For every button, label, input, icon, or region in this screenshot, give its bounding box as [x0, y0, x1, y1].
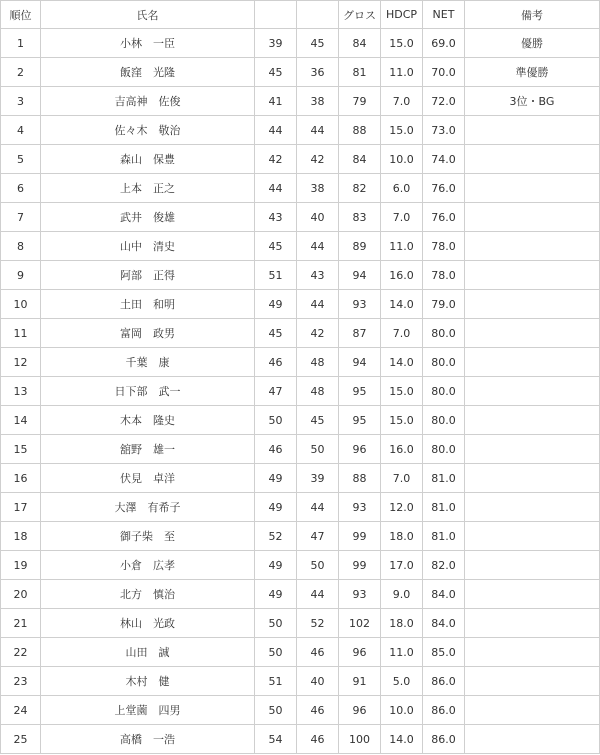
net-cell: 80.0: [423, 319, 465, 348]
hdcp-cell: 11.0: [381, 232, 423, 261]
rank-cell: 2: [1, 58, 41, 87]
hdcp-cell: 7.0: [381, 464, 423, 493]
hdcp-cell: 11.0: [381, 638, 423, 667]
hdcp-cell: 7.0: [381, 319, 423, 348]
out-score-cell: 49: [255, 493, 297, 522]
table-header: [1, 1, 600, 29]
net-cell: 81.0: [423, 464, 465, 493]
name-cell: 阿部 正得: [41, 261, 255, 290]
gross-cell: 89: [339, 232, 381, 261]
net-cell: 82.0: [423, 551, 465, 580]
in-score-cell: 48: [297, 377, 339, 406]
out-score-cell: 51: [255, 667, 297, 696]
gross-cell: 81: [339, 58, 381, 87]
gross-cell: 100: [339, 725, 381, 754]
rank-cell: 20: [1, 580, 41, 609]
net-cell: 79.0: [423, 290, 465, 319]
in-score-cell: 42: [297, 145, 339, 174]
rank-cell: 15: [1, 435, 41, 464]
out-score-cell: 50: [255, 638, 297, 667]
name-cell: 木本 隆史: [41, 406, 255, 435]
gross-cell: 96: [339, 435, 381, 464]
hdcp-cell: 9.0: [381, 580, 423, 609]
gross-cell: 84: [339, 145, 381, 174]
table-row: [1, 203, 600, 232]
out-score-cell: 50: [255, 406, 297, 435]
out-score-cell: 49: [255, 290, 297, 319]
out-score-cell: 50: [255, 609, 297, 638]
net-cell: 84.0: [423, 609, 465, 638]
out-score-cell: 49: [255, 551, 297, 580]
rank-cell: 6: [1, 174, 41, 203]
header-in: [297, 1, 339, 29]
header-hdcp: HDCP: [381, 1, 423, 29]
remarks-cell: [465, 116, 600, 145]
in-score-cell: 48: [297, 348, 339, 377]
gross-cell: 94: [339, 348, 381, 377]
rank-cell: 8: [1, 232, 41, 261]
remarks-cell: [465, 551, 600, 580]
table-row: [1, 609, 600, 638]
gross-cell: 95: [339, 406, 381, 435]
hdcp-cell: 10.0: [381, 696, 423, 725]
out-score-cell: 44: [255, 116, 297, 145]
rank-cell: 25: [1, 725, 41, 754]
remarks-cell: 3位・BG: [465, 87, 600, 116]
in-score-cell: 45: [297, 29, 339, 58]
hdcp-cell: 7.0: [381, 203, 423, 232]
name-cell: 武井 俊雄: [41, 203, 255, 232]
table-row: [1, 87, 600, 116]
gross-cell: 88: [339, 464, 381, 493]
out-score-cell: 45: [255, 58, 297, 87]
hdcp-cell: 7.0: [381, 87, 423, 116]
hdcp-cell: 5.0: [381, 667, 423, 696]
in-score-cell: 38: [297, 87, 339, 116]
out-score-cell: 44: [255, 174, 297, 203]
net-cell: 81.0: [423, 493, 465, 522]
out-score-cell: 42: [255, 145, 297, 174]
name-cell: 上本 正之: [41, 174, 255, 203]
net-cell: 78.0: [423, 232, 465, 261]
remarks-cell: [465, 261, 600, 290]
name-cell: 森山 保豊: [41, 145, 255, 174]
out-score-cell: 49: [255, 580, 297, 609]
gross-cell: 88: [339, 116, 381, 145]
net-cell: 72.0: [423, 87, 465, 116]
rank-cell: 4: [1, 116, 41, 145]
table-row: [1, 696, 600, 725]
net-cell: 80.0: [423, 435, 465, 464]
in-score-cell: 36: [297, 58, 339, 87]
remarks-cell: [465, 203, 600, 232]
remarks-cell: [465, 348, 600, 377]
gross-cell: 96: [339, 696, 381, 725]
table-row: [1, 464, 600, 493]
hdcp-cell: 16.0: [381, 435, 423, 464]
in-score-cell: 42: [297, 319, 339, 348]
out-score-cell: 46: [255, 435, 297, 464]
rank-cell: 21: [1, 609, 41, 638]
rank-cell: 11: [1, 319, 41, 348]
rank-cell: 3: [1, 87, 41, 116]
table-row: [1, 261, 600, 290]
rank-cell: 22: [1, 638, 41, 667]
table-row: [1, 290, 600, 319]
table-row: [1, 232, 600, 261]
gross-cell: 82: [339, 174, 381, 203]
remarks-cell: [465, 580, 600, 609]
name-cell: 山中 清史: [41, 232, 255, 261]
name-cell: 高橋 一浩: [41, 725, 255, 754]
rank-cell: 19: [1, 551, 41, 580]
remarks-cell: [465, 638, 600, 667]
net-cell: 70.0: [423, 58, 465, 87]
out-score-cell: 41: [255, 87, 297, 116]
table-row: [1, 551, 600, 580]
net-cell: 86.0: [423, 696, 465, 725]
in-score-cell: 50: [297, 435, 339, 464]
name-cell: 富岡 政男: [41, 319, 255, 348]
in-score-cell: 39: [297, 464, 339, 493]
net-cell: 76.0: [423, 203, 465, 232]
table-row: [1, 493, 600, 522]
name-cell: 北方 慎治: [41, 580, 255, 609]
in-score-cell: 46: [297, 696, 339, 725]
name-cell: 佐々木 敬治: [41, 116, 255, 145]
header-remarks: 備考: [465, 1, 600, 29]
remarks-cell: 準優勝: [465, 58, 600, 87]
rank-cell: 12: [1, 348, 41, 377]
in-score-cell: 44: [297, 493, 339, 522]
hdcp-cell: 15.0: [381, 406, 423, 435]
hdcp-cell: 14.0: [381, 348, 423, 377]
hdcp-cell: 18.0: [381, 609, 423, 638]
table-row: [1, 116, 600, 145]
rank-cell: 10: [1, 290, 41, 319]
table-row: [1, 638, 600, 667]
net-cell: 80.0: [423, 406, 465, 435]
hdcp-cell: 16.0: [381, 261, 423, 290]
net-cell: 69.0: [423, 29, 465, 58]
gross-cell: 94: [339, 261, 381, 290]
header-name: 氏名: [41, 1, 255, 29]
name-cell: 林山 光政: [41, 609, 255, 638]
hdcp-cell: 14.0: [381, 290, 423, 319]
hdcp-cell: 15.0: [381, 377, 423, 406]
table-row: [1, 174, 600, 203]
rank-cell: 23: [1, 667, 41, 696]
out-score-cell: 54: [255, 725, 297, 754]
gross-cell: 93: [339, 493, 381, 522]
out-score-cell: 47: [255, 377, 297, 406]
rank-cell: 24: [1, 696, 41, 725]
name-cell: 千葉 康: [41, 348, 255, 377]
net-cell: 73.0: [423, 116, 465, 145]
gross-cell: 91: [339, 667, 381, 696]
in-score-cell: 50: [297, 551, 339, 580]
net-cell: 80.0: [423, 348, 465, 377]
hdcp-cell: 14.0: [381, 725, 423, 754]
header-row: [1, 1, 600, 29]
net-cell: 84.0: [423, 580, 465, 609]
remarks-cell: [465, 435, 600, 464]
in-score-cell: 44: [297, 232, 339, 261]
in-score-cell: 43: [297, 261, 339, 290]
in-score-cell: 44: [297, 290, 339, 319]
name-cell: 伏見 卓洋: [41, 464, 255, 493]
remarks-cell: [465, 406, 600, 435]
table-row: [1, 319, 600, 348]
header-gross: グロス: [339, 1, 381, 29]
remarks-cell: [465, 290, 600, 319]
net-cell: 86.0: [423, 725, 465, 754]
table-row: [1, 377, 600, 406]
name-cell: 日下部 武一: [41, 377, 255, 406]
in-score-cell: 44: [297, 580, 339, 609]
name-cell: 小倉 広孝: [41, 551, 255, 580]
rank-cell: 1: [1, 29, 41, 58]
remarks-cell: 優勝: [465, 29, 600, 58]
header-net: NET: [423, 1, 465, 29]
table-row: [1, 29, 600, 58]
gross-cell: 99: [339, 522, 381, 551]
remarks-cell: [465, 696, 600, 725]
rank-cell: 7: [1, 203, 41, 232]
gross-cell: 84: [339, 29, 381, 58]
remarks-cell: [465, 609, 600, 638]
table-row: [1, 435, 600, 464]
remarks-cell: [465, 319, 600, 348]
table-row: [1, 145, 600, 174]
in-score-cell: 45: [297, 406, 339, 435]
gross-cell: 79: [339, 87, 381, 116]
rank-cell: 5: [1, 145, 41, 174]
rank-cell: 16: [1, 464, 41, 493]
in-score-cell: 52: [297, 609, 339, 638]
in-score-cell: 38: [297, 174, 339, 203]
net-cell: 74.0: [423, 145, 465, 174]
table-row: [1, 667, 600, 696]
net-cell: 81.0: [423, 522, 465, 551]
gross-cell: 95: [339, 377, 381, 406]
rank-cell: 18: [1, 522, 41, 551]
remarks-cell: [465, 174, 600, 203]
name-cell: 木村 健: [41, 667, 255, 696]
in-score-cell: 40: [297, 667, 339, 696]
table-row: [1, 406, 600, 435]
gross-cell: 87: [339, 319, 381, 348]
table-row: [1, 522, 600, 551]
out-score-cell: 52: [255, 522, 297, 551]
name-cell: 小林 一臣: [41, 29, 255, 58]
out-score-cell: 45: [255, 232, 297, 261]
in-score-cell: 47: [297, 522, 339, 551]
table-row: [1, 580, 600, 609]
hdcp-cell: 15.0: [381, 116, 423, 145]
remarks-cell: [465, 725, 600, 754]
name-cell: 舘野 雄一: [41, 435, 255, 464]
remarks-cell: [465, 464, 600, 493]
gross-cell: 93: [339, 580, 381, 609]
table-row: [1, 58, 600, 87]
name-cell: 土田 和明: [41, 290, 255, 319]
out-score-cell: 39: [255, 29, 297, 58]
hdcp-cell: 17.0: [381, 551, 423, 580]
net-cell: 80.0: [423, 377, 465, 406]
gross-cell: 99: [339, 551, 381, 580]
rank-cell: 13: [1, 377, 41, 406]
in-score-cell: 44: [297, 116, 339, 145]
name-cell: 吉高神 佐俊: [41, 87, 255, 116]
out-score-cell: 45: [255, 319, 297, 348]
name-cell: 山田 誠: [41, 638, 255, 667]
name-cell: 上堂薗 四男: [41, 696, 255, 725]
hdcp-cell: 6.0: [381, 174, 423, 203]
name-cell: 大澤 有希子: [41, 493, 255, 522]
header-out: [255, 1, 297, 29]
header-rank: 順位: [1, 1, 41, 29]
in-score-cell: 40: [297, 203, 339, 232]
gross-cell: 93: [339, 290, 381, 319]
net-cell: 86.0: [423, 667, 465, 696]
in-score-cell: 46: [297, 725, 339, 754]
remarks-cell: [465, 667, 600, 696]
net-cell: 78.0: [423, 261, 465, 290]
gross-cell: 96: [339, 638, 381, 667]
gross-cell: 83: [339, 203, 381, 232]
table-body: [1, 29, 600, 754]
out-score-cell: 51: [255, 261, 297, 290]
out-score-cell: 46: [255, 348, 297, 377]
gross-cell: 102: [339, 609, 381, 638]
net-cell: 76.0: [423, 174, 465, 203]
name-cell: 飯窪 光隆: [41, 58, 255, 87]
out-score-cell: 50: [255, 696, 297, 725]
hdcp-cell: 15.0: [381, 29, 423, 58]
hdcp-cell: 18.0: [381, 522, 423, 551]
hdcp-cell: 11.0: [381, 58, 423, 87]
table-row: [1, 348, 600, 377]
remarks-cell: [465, 377, 600, 406]
net-cell: 85.0: [423, 638, 465, 667]
remarks-cell: [465, 145, 600, 174]
out-score-cell: 43: [255, 203, 297, 232]
remarks-cell: [465, 232, 600, 261]
out-score-cell: 49: [255, 464, 297, 493]
name-cell: 御子柴 至: [41, 522, 255, 551]
rank-cell: 14: [1, 406, 41, 435]
hdcp-cell: 12.0: [381, 493, 423, 522]
rank-cell: 17: [1, 493, 41, 522]
remarks-cell: [465, 522, 600, 551]
hdcp-cell: 10.0: [381, 145, 423, 174]
remarks-cell: [465, 493, 600, 522]
rank-cell: 9: [1, 261, 41, 290]
in-score-cell: 46: [297, 638, 339, 667]
table-row: [1, 725, 600, 754]
